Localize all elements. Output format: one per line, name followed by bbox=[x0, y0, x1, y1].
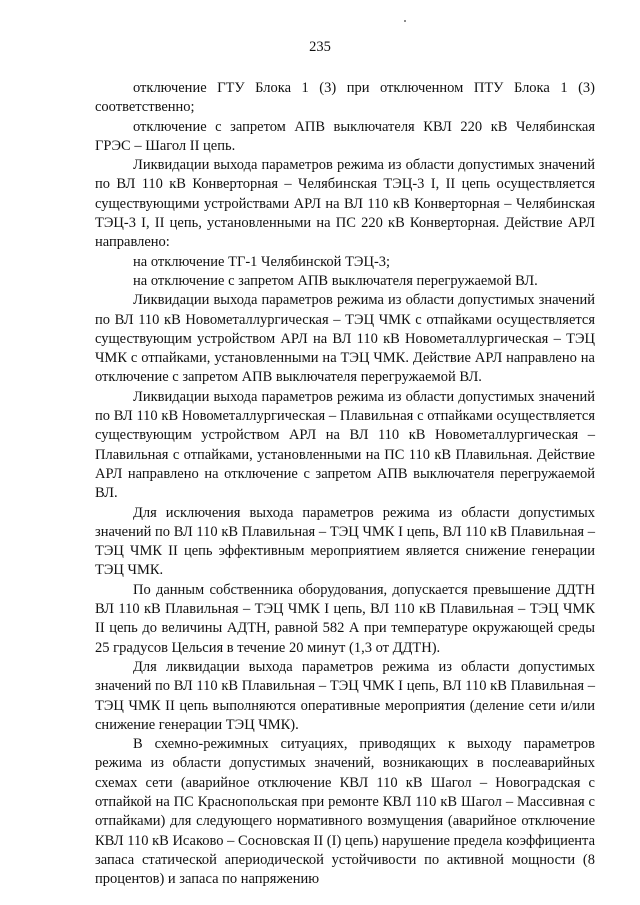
paragraph: на отключение с запретом АПВ выключателя перегружаемой ВЛ. bbox=[133, 272, 538, 289]
paragraph: По данным собственника оборудования, допускается превышение ДДТН ВЛ 110 кВ Плавильная – ТЭЦ ЧМК I цепь, ВЛ 110 кВ Плавильная – ТЭЦ ЧМК II цепь до величины АДТН, равной 582 А при температуре окружающей среды 25 градусов Цельсия в течение 20 минут (1,3 от ДДТН). bbox=[95, 581, 595, 656]
paragraph: В схемно-режимных ситуациях, приводящих к выходу параметров режима из области допустимых значений, возникающих в послеаварийных схемах сети (аварийное отключение КВЛ 110 кВ Шагол – Новоградская с отпайкой на ПС Краснопольская при ремонте КВЛ 110 кВ Шагол – Массивная с отпайками) для следующего нормативного возмущения (аварийное отключение КВЛ 110 кВ Исаково – Сосновская II (I) цепь) нарушение предела коэффициента запаса статической апериодической устойчивости по активной мощности (8 процентов) и запаса по напряжению bbox=[95, 736, 595, 888]
paragraph: Ликвидации выхода параметров режима из области допустимых значений по ВЛ 110 кВ Новометаллургическая – Плавильная с отпайками осуществляется существующим устройством АРЛ на ВЛ 110 кВ Новометаллургическая – Плавильная с отпайками, установленными на ПС 110 кВ Плавильная. Действие АРЛ направлено на отключение с запретом АПВ выключателя перегружаемой ВЛ. bbox=[95, 388, 595, 502]
paragraph: отключение ГТУ Блока 1 (3) при отключенном ПТУ Блока 1 (3) соответственно; bbox=[95, 80, 595, 116]
paragraph: Ликвидации выхода параметров режима из области допустимых значений по ВЛ 110 кВ Конверторная – Челябинская ТЭЦ-3 I, II цепь осуществляется существующими устройствами АРЛ на ВЛ 110 кВ Конверторная – Челябинская ТЭЦ-3 I, II цепь, установленными на ПС 220 кВ Конверторная. Действие АРЛ направлено: bbox=[95, 157, 595, 251]
paragraph: Ликвидации выхода параметров режима из области допустимых значений по ВЛ 110 кВ Новометаллургическая – ТЭЦ ЧМК с отпайками осуществляется существующим устройством АРЛ на ВЛ 110 кВ Новометаллургическая – ТЭЦ ЧМК с отпайками, установленными на ТЭЦ ЧМК. Действие АРЛ направлено на отключение с запретом АПВ выключателя перегружаемой ВЛ. bbox=[95, 292, 595, 386]
paragraph: Для исключения выхода параметров режима из области допустимых значений по ВЛ 110 кВ Плавильная – ТЭЦ ЧМК I цепь, ВЛ 110 кВ Плавильная – ТЭЦ ЧМК II цепь эффективным мероприятием является снижение генерации ТЭЦ ЧМК. bbox=[95, 504, 595, 579]
scan-speck bbox=[404, 20, 406, 22]
paragraph: на отключение ТГ-1 Челябинской ТЭЦ-3; bbox=[133, 253, 391, 270]
paragraph: Для ликвидации выхода параметров режима из области допустимых значений по ВЛ 110 кВ Плавильная – ТЭЦ ЧМК I цепь, ВЛ 110 кВ Плавильная – ТЭЦ ЧМК II цепь выполняются оперативные мероприятия (деление сети и/или снижение генерации ТЭЦ ЧМК). bbox=[95, 658, 595, 733]
body-text bbox=[95, 79, 595, 889]
page-number: 235 bbox=[309, 39, 331, 55]
paragraph: отключение с запретом АПВ выключателя КВЛ 220 кВ Челябинская ГРЭС – Шагол II цепь. bbox=[95, 118, 595, 154]
